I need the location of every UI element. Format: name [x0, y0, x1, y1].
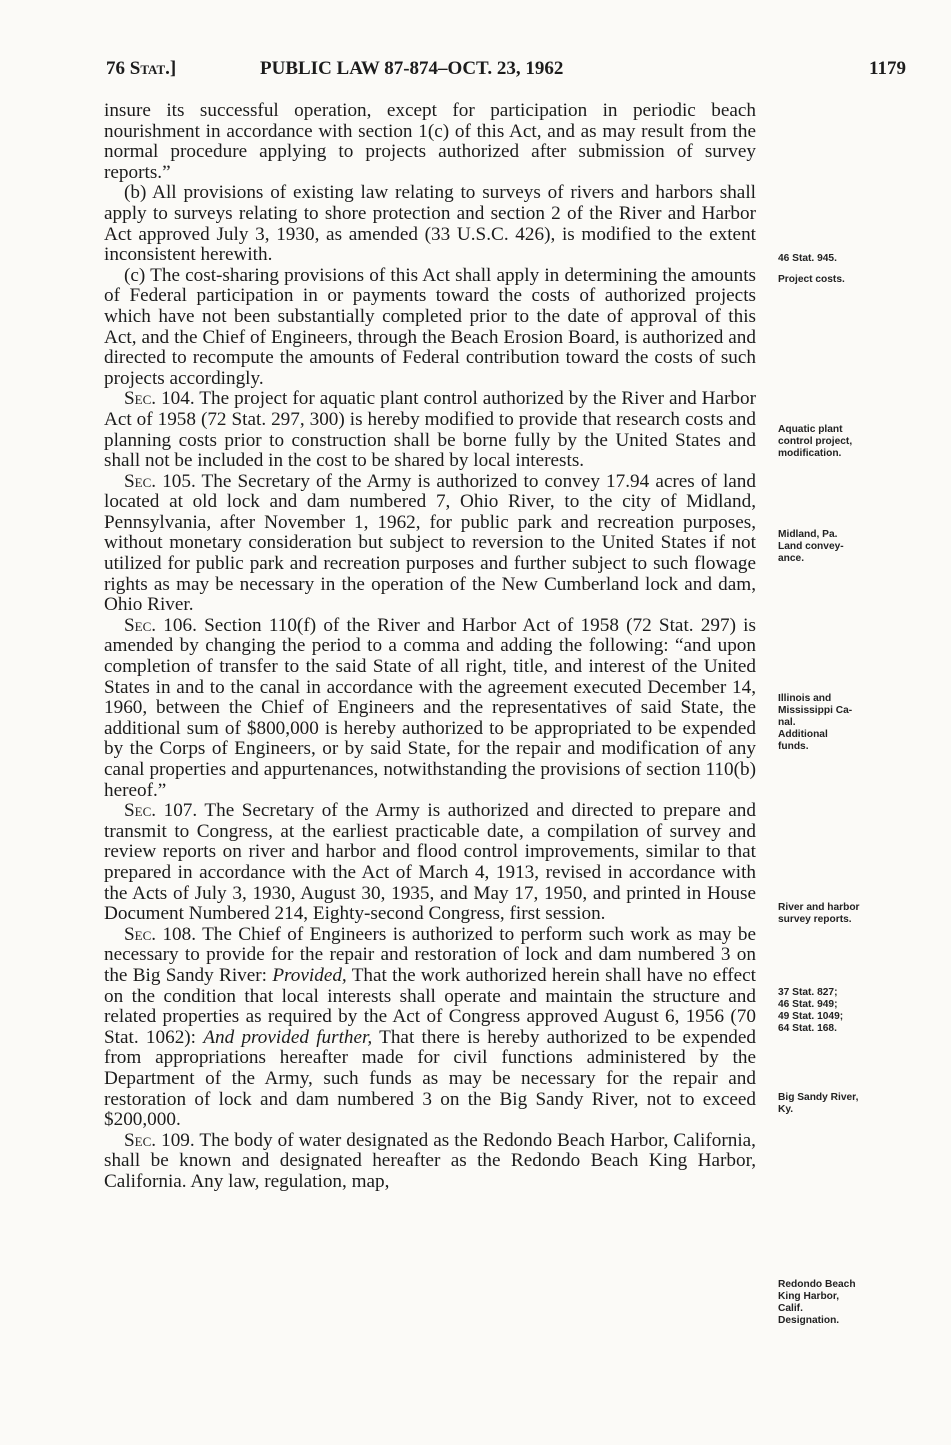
paragraph-continuation: insure its successful operation, except for participation in periodic beach nourishment in accordance with section 1(c) of this Act, and as may result from the normal procedure applying to projects authorized after submission of survey reports.” — [104, 100, 756, 183]
main-text — [104, 101, 756, 1192]
margin-note-46-stat-945: 46 Stat. 945. — [778, 253, 837, 264]
section-label: Sec. 104. — [124, 388, 195, 410]
page-number: 1179 — [869, 58, 906, 79]
section-107: Sec. 107. The Secretary of the Army is authorized and directed to prepare and transmit to Congress, at the earliest practicable date, a compilation of survey and review reports on river and harbor and flood control improvements, similar to that prepared in accordance with the Act of March 4, 1913, revised in accordance with the Acts of July 3, 1930, August 30, 1935, and May 17, 1950, and printed in House Document Numbered 214, Eighty-second Congress, first session. — [104, 800, 756, 925]
section-109: Sec. 109. The body of water designated as the Redondo Beach Harbor, California, shall be known and designated hereafter as the Redondo Beach King Harbor, California. Any law, regulation, map, — [104, 1129, 756, 1192]
law-title: PUBLIC LAW 87-874–OCT. 23, 1962 — [260, 58, 564, 79]
paragraph-subsection-c: (c) The cost-sharing provisions of this Act shall apply in determining the amounts of Federal participation in or payments toward the costs of authorized projects which have not been substantially completed prior to the date of approval of this Act, and the Chief of Engineers, through the Beach Erosion Board, is authorized and directed to recompute the amounts of Federal contribution toward the costs of such projects accordingly. — [104, 264, 756, 389]
section-label: Sec. 107. — [124, 800, 198, 822]
margin-note-redondo-beach: Redondo Beach King Harbor, Calif. Designation. — [778, 1279, 856, 1326]
margin-note-project-costs: Project costs. — [778, 274, 845, 285]
margin-note-illinois-mississippi: Illinois and Mississippi Ca- nal. Additional funds. — [778, 693, 853, 752]
margin-note-survey-reports: River and harbor survey reports. — [778, 902, 860, 925]
section-104: Sec. 104. The project for aquatic plant control authorized by the River and Harbor Act of 1958 (72 Stat. 297, 300) is hereby modified to provide that research costs and planning costs prior to construction shall be borne fully by the United States and shall not be included in the cost to be shared by local interests. — [104, 388, 756, 472]
paragraph-subsection-b: (b) All provisions of existing law relating to surveys of rivers and harbors shall apply to surveys relating to shore protection and section 2 of the River and Harbor Act approved July 3, 1930, as amended (33 U.S.C. 426), is modified to the extent inconsistent herewith. — [104, 182, 756, 266]
margin-note-aquatic-plant: Aquatic plant control project, modification. — [778, 424, 853, 459]
section-106: Sec. 106. Section 110(f) of the River and Harbor Act of 1958 (72 Stat. 297) is amended by changing the period to a comma and adding the following: “and upon completion of transfer to the said State of all right, title, and interest of the United States in and to the canal in accordance with the agreement executed December 14, 1960, between the Chief of Engineers and the representatives of said State, the additional sum of $800,000 is hereby authorized to be appropriated to be expended by the Corps of Engineers, or by said State, for the repair and modification of any canal properties and appurtenances, notwithstanding the provisions of section 110(b) hereof.” — [104, 614, 756, 801]
section-label: Sec. 108. — [124, 923, 197, 945]
section-label: Sec. 105. — [124, 470, 196, 492]
section-label: Sec. 106. — [124, 614, 197, 636]
section-label: Sec. 109. — [124, 1129, 195, 1151]
section-108: Sec. 108. The Chief of Engineers is authorized to perform such work as may be necessary to provide for the repair and restoration of lock and dam numbered 3 on the Big Sandy River: Provided, That the work authorized herein shall have no effect on the condition that local interests shall operate and maintain the structure and related properties as required by the Act of Congress approved August 6, 1956 (70 Stat. 1062): And provided further, That there is hereby authorized to be expended from appropriations hereafter made for civil functions administered by the Department of the Army, such funds as may be necessary for the repair and restoration of lock and dam numbered 3 on the Big Sandy River, not to exceed $200,000. — [104, 923, 757, 1131]
volume-reference: 76 Stat.] — [106, 58, 177, 79]
margin-note-stat-citations: 37 Stat. 827; 46 Stat. 949; 49 Stat. 1049; 64 Stat. 168. — [778, 987, 844, 1034]
section-105: Sec. 105. The Secretary of the Army is authorized to convey 17.94 acres of land located at old lock and dam numbered 7, Ohio River, to the city of Midland, Pennsylvania, after November 1, 1962, for public park and recreation purposes, without monetary consideration but subject to reversion to the United States if not utilized for public park and recreation purposes and further subject to such flowage rights as may be necessary in the operation of the New Cumberland lock and dam, Ohio River. — [104, 470, 756, 616]
margin-note-midland: Midland, Pa. Land convey- ance. — [778, 529, 844, 564]
margin-note-big-sandy: Big Sandy River, Ky. — [778, 1092, 859, 1115]
page-header — [106, 58, 906, 86]
